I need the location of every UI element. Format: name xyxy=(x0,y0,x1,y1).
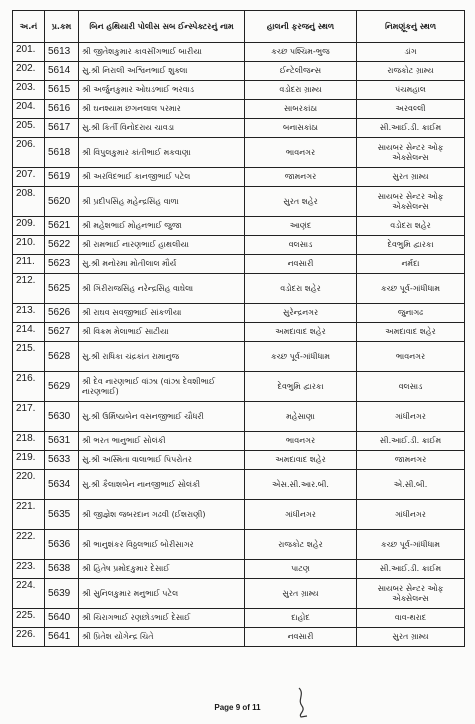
cell-serial: 225. xyxy=(13,609,45,628)
table-row xyxy=(13,100,465,119)
cell-name: સુ.શ્રી નિરાલી અશ્વિનભાઈ શુક્લા xyxy=(79,62,245,81)
cell-name: શ્રી વિપુલકુમાર કાંતીભાઈ મકવાણા xyxy=(79,138,245,168)
table-row xyxy=(13,500,465,530)
cell-serial: 211. xyxy=(13,255,45,274)
cell-serial: 217. xyxy=(13,402,45,432)
cell-posting: સાયબર સેન્ટર ઓફ એક્સેલન્સ xyxy=(357,138,465,168)
cell-current: પાટણ xyxy=(245,560,357,579)
cell-current: વલસાડ xyxy=(245,236,357,255)
cell-current: કચ્છ પૂર્વ-ગાંધીધામ xyxy=(245,342,357,372)
cell-posting: કચ્છ પૂર્વ-ગાંધીધામ xyxy=(357,274,465,304)
cell-current: દાહોદ xyxy=(245,609,357,628)
cell-name: શ્રી જીતેશકુમાર કાવસીંગભાઈ બારીયા xyxy=(79,43,245,62)
table-row xyxy=(13,560,465,579)
cell-name: સુ.શ્રી ઉર્મિષ્ઠાબેન વસનજીભાઈ ચૌધરી xyxy=(79,402,245,432)
cell-serial: 223. xyxy=(13,560,45,579)
cell-serial: 205. xyxy=(13,119,45,138)
cell-name: શ્રી ચિરાગભાઈ રણછોડભાઈ દેસાઈ xyxy=(79,609,245,628)
cell-name: શ્રી મહેશભાઈ મોહનભાઈ જુજા xyxy=(79,217,245,236)
table-row xyxy=(13,579,465,609)
cell-current: ગાંધીનગર xyxy=(245,500,357,530)
cell-pk: 5629 xyxy=(45,372,79,402)
cell-pk: 5626 xyxy=(45,304,79,323)
table-row xyxy=(13,274,465,304)
cell-current: સુરત શહેર xyxy=(245,187,357,217)
table-row xyxy=(13,323,465,342)
cell-name: શ્રી ઘનશ્યામ છગનલાલ પરમાર xyxy=(79,100,245,119)
cell-serial: 222. xyxy=(13,530,45,560)
table-row xyxy=(13,119,465,138)
cell-serial: 206. xyxy=(13,138,45,168)
table-row xyxy=(13,187,465,217)
cell-name: શ્રી પ્રિતેશ યોગેન્દ્ર ચિતે xyxy=(79,628,245,647)
cell-pk: 5619 xyxy=(45,168,79,187)
cell-name: શ્રી રામભાઈ નારણભાઈ હાથલીયા xyxy=(79,236,245,255)
cell-current: દેવભુમિ દ્વારકા xyxy=(245,372,357,402)
cell-pk: 5621 xyxy=(45,217,79,236)
cell-current: અમદાવાદ શહેર xyxy=(245,451,357,470)
cell-posting: વલસાડ xyxy=(357,372,465,402)
cell-pk: 5640 xyxy=(45,609,79,628)
cell-posting: સી.આઈ.ડી. ક્રાઈમ xyxy=(357,560,465,579)
cell-posting: અમદાવાદ શહેર xyxy=(357,323,465,342)
cell-pk: 5618 xyxy=(45,138,79,168)
cell-name: સુ.શ્રી કિર્તી વિનોદરાય ચાવડા xyxy=(79,119,245,138)
cell-posting: નર્મદા xyxy=(357,255,465,274)
cell-serial: 204. xyxy=(13,100,45,119)
cell-pk: 5636 xyxy=(45,530,79,560)
transfer-table xyxy=(12,10,465,647)
cell-name: સુ.શ્રી રાધિકા ચંદ્રકાંત રામાનુજ xyxy=(79,342,245,372)
table-row xyxy=(13,530,465,560)
table-row xyxy=(13,138,465,168)
table-header-row xyxy=(13,11,465,43)
cell-posting: સી.આઈ.ડી. ક્રાઈમ xyxy=(357,432,465,451)
cell-current: ભાવનગર xyxy=(245,138,357,168)
cell-serial: 207. xyxy=(13,168,45,187)
cell-pk: 5616 xyxy=(45,100,79,119)
cell-posting: પંચમહાલ xyxy=(357,81,465,100)
cell-posting: વાવ-થરાદ xyxy=(357,609,465,628)
cell-current: મહેસાણા xyxy=(245,402,357,432)
cell-name: શ્રી ભાનુશંકર વિઠ્ઠલભાઈ બોરીસાગર xyxy=(79,530,245,560)
table-row xyxy=(13,217,465,236)
cell-serial: 214. xyxy=(13,323,45,342)
cell-pk: 5615 xyxy=(45,81,79,100)
cell-serial: 203. xyxy=(13,81,45,100)
cell-posting: એ.સી.બી. xyxy=(357,470,465,500)
table-row xyxy=(13,470,465,500)
table-row xyxy=(13,372,465,402)
table-row xyxy=(13,62,465,81)
cell-pk: 5622 xyxy=(45,236,79,255)
cell-name: શ્રી જીજ્ઞેશ જબરદાન ગઢવી (ઈશરાણી) xyxy=(79,500,245,530)
table-row xyxy=(13,236,465,255)
cell-posting: જામનગર xyxy=(357,451,465,470)
cell-serial: 208. xyxy=(13,187,45,217)
table-row xyxy=(13,168,465,187)
cell-current: કચ્છ પશ્ચિમ-ભુજ xyxy=(245,43,357,62)
cell-pk: 5617 xyxy=(45,119,79,138)
cell-posting: ગાંધીનગર xyxy=(357,402,465,432)
cell-current: વડોદરા ગ્રામ્ય xyxy=(245,81,357,100)
cell-posting: સી.આઈ.ડી. ક્રાઈમ xyxy=(357,119,465,138)
cell-current: એસ.સી.આર.બી. xyxy=(245,470,357,500)
cell-posting: સાયબર સેન્ટર ઓફ એક્સેલન્સ xyxy=(357,187,465,217)
cell-current: સાબરકાંઠા xyxy=(245,100,357,119)
cell-pk: 5623 xyxy=(45,255,79,274)
cell-pk: 5635 xyxy=(45,500,79,530)
cell-name: શ્રી વિક્રમ મેલાભાઈ સાટીયા xyxy=(79,323,245,342)
cell-pk: 5628 xyxy=(45,342,79,372)
cell-posting: ગાંધીનગર xyxy=(357,500,465,530)
cell-current: જામનગર xyxy=(245,168,357,187)
cell-serial: 219. xyxy=(13,451,45,470)
header-pk: પ્ર.કમ xyxy=(45,11,79,43)
cell-name: શ્રી હિતેષ પ્રમોદકુમાર દેસાઈ xyxy=(79,560,245,579)
cell-posting: કચ્છ પૂર્વ-ગાંધીધામ xyxy=(357,530,465,560)
cell-posting: ભાવનગર xyxy=(357,342,465,372)
cell-serial: 215. xyxy=(13,342,45,372)
cell-posting: રાજકોટ ગ્રામ્ય xyxy=(357,62,465,81)
cell-current: આણંદ xyxy=(245,217,357,236)
cell-current: ભાવનગર xyxy=(245,432,357,451)
table-row xyxy=(13,609,465,628)
table-row xyxy=(13,43,465,62)
cell-current: અમદાવાદ શહેર xyxy=(245,323,357,342)
cell-serial: 218. xyxy=(13,432,45,451)
cell-pk: 5614 xyxy=(45,62,79,81)
cell-serial: 224. xyxy=(13,579,45,609)
cell-serial: 201. xyxy=(13,43,45,62)
header-posting: નિમણૂંકનું સ્થળ xyxy=(357,11,465,43)
cell-serial: 202. xyxy=(13,62,45,81)
table-row xyxy=(13,402,465,432)
cell-current: બનાસકાંઠા xyxy=(245,119,357,138)
cell-serial: 216. xyxy=(13,372,45,402)
cell-current: વડોદરા શહેર xyxy=(245,274,357,304)
cell-current: નવસારી xyxy=(245,255,357,274)
cell-serial: 209. xyxy=(13,217,45,236)
header-current: હાલની ફરજનું સ્થળ xyxy=(245,11,357,43)
cell-name: શ્રી અરવિંદભાઈ કાનજીભાઈ પટેલ xyxy=(79,168,245,187)
table-row xyxy=(13,255,465,274)
cell-posting: સુરત ગ્રામ્ય xyxy=(357,628,465,647)
table-row xyxy=(13,304,465,323)
cell-name: શ્રી ગિરીરાજસિંહ નરેન્દ્રસિંહ વાઘેલા xyxy=(79,274,245,304)
cell-pk: 5630 xyxy=(45,402,79,432)
cell-serial: 210. xyxy=(13,236,45,255)
cell-posting: સાયબર સેન્ટર ઓફ એક્સેલન્સ xyxy=(357,579,465,609)
cell-pk: 5625 xyxy=(45,274,79,304)
cell-posting: અરવલ્લી xyxy=(357,100,465,119)
cell-serial: 226. xyxy=(13,628,45,647)
cell-name: શ્રી અર્જુનકુમાર ઓઘડભાઈ ભરવાડ xyxy=(79,81,245,100)
cell-posting: દેવભુમિ દ્વારકા xyxy=(357,236,465,255)
cell-name: શ્રી રાઘવ સવજીભાઈ સાંકળીયા xyxy=(79,304,245,323)
header-name: બિન હથિયારી પોલીસ સબ ઈન્સ્પેક્ટરનું નામ xyxy=(79,11,245,43)
table-row xyxy=(13,432,465,451)
cell-name: શ્રી ભરત ભાનુભાઈ સોલંકી xyxy=(79,432,245,451)
cell-name: શ્રી પ્રદીપસિંહ મહેન્દ્રસિંહ વાળા xyxy=(79,187,245,217)
cell-pk: 5633 xyxy=(45,451,79,470)
cell-pk: 5620 xyxy=(45,187,79,217)
cell-posting: ડાંગ xyxy=(357,43,465,62)
page-footer: Page 9 of 11 xyxy=(214,703,261,712)
cell-serial: 213. xyxy=(13,304,45,323)
cell-posting: સુરત ગ્રામ્ય xyxy=(357,168,465,187)
cell-name: શ્રી દેવ નારણભાઈ વાંઝા (વાંઝા દેવશીભાઈ નારણભાઈ) xyxy=(79,372,245,402)
cell-pk: 5641 xyxy=(45,628,79,647)
cell-name: શ્રી સુનિલકુમાર મનુભાઈ પટેલ xyxy=(79,579,245,609)
cell-pk: 5627 xyxy=(45,323,79,342)
cell-posting: જુનાગઢ xyxy=(357,304,465,323)
cell-current: નવસારી xyxy=(245,628,357,647)
cell-current: સુરત ગ્રામ્ય xyxy=(245,579,357,609)
cell-pk: 5634 xyxy=(45,470,79,500)
cell-name: સુ.શ્રી મનોરમા મોતીલાલ મૌર્ય xyxy=(79,255,245,274)
header-serial: અ.નં xyxy=(13,11,45,43)
cell-serial: 212. xyxy=(13,274,45,304)
cell-serial: 221. xyxy=(13,500,45,530)
cell-pk: 5613 xyxy=(45,43,79,62)
cell-current: રાજકોટ શહેર xyxy=(245,530,357,560)
cell-pk: 5639 xyxy=(45,579,79,609)
cell-current: સુરેન્દ્રનગર xyxy=(245,304,357,323)
table-row xyxy=(13,451,465,470)
table-row xyxy=(13,81,465,100)
cell-pk: 5638 xyxy=(45,560,79,579)
table-row xyxy=(13,342,465,372)
cell-name: સુ.શ્રી કૈલાશબેન નાનજીભાઈ સોલંકી xyxy=(79,470,245,500)
cell-current: ઈન્ટેલીજન્સ xyxy=(245,62,357,81)
table-body xyxy=(13,43,465,647)
cell-posting: વડોદરા શહેર xyxy=(357,217,465,236)
cell-pk: 5631 xyxy=(45,432,79,451)
table-row xyxy=(13,628,465,647)
cell-name: સુ.શ્રી અસ્મિતા વાલાભાઈ પિપરોતર xyxy=(79,451,245,470)
cell-serial: 220. xyxy=(13,470,45,500)
